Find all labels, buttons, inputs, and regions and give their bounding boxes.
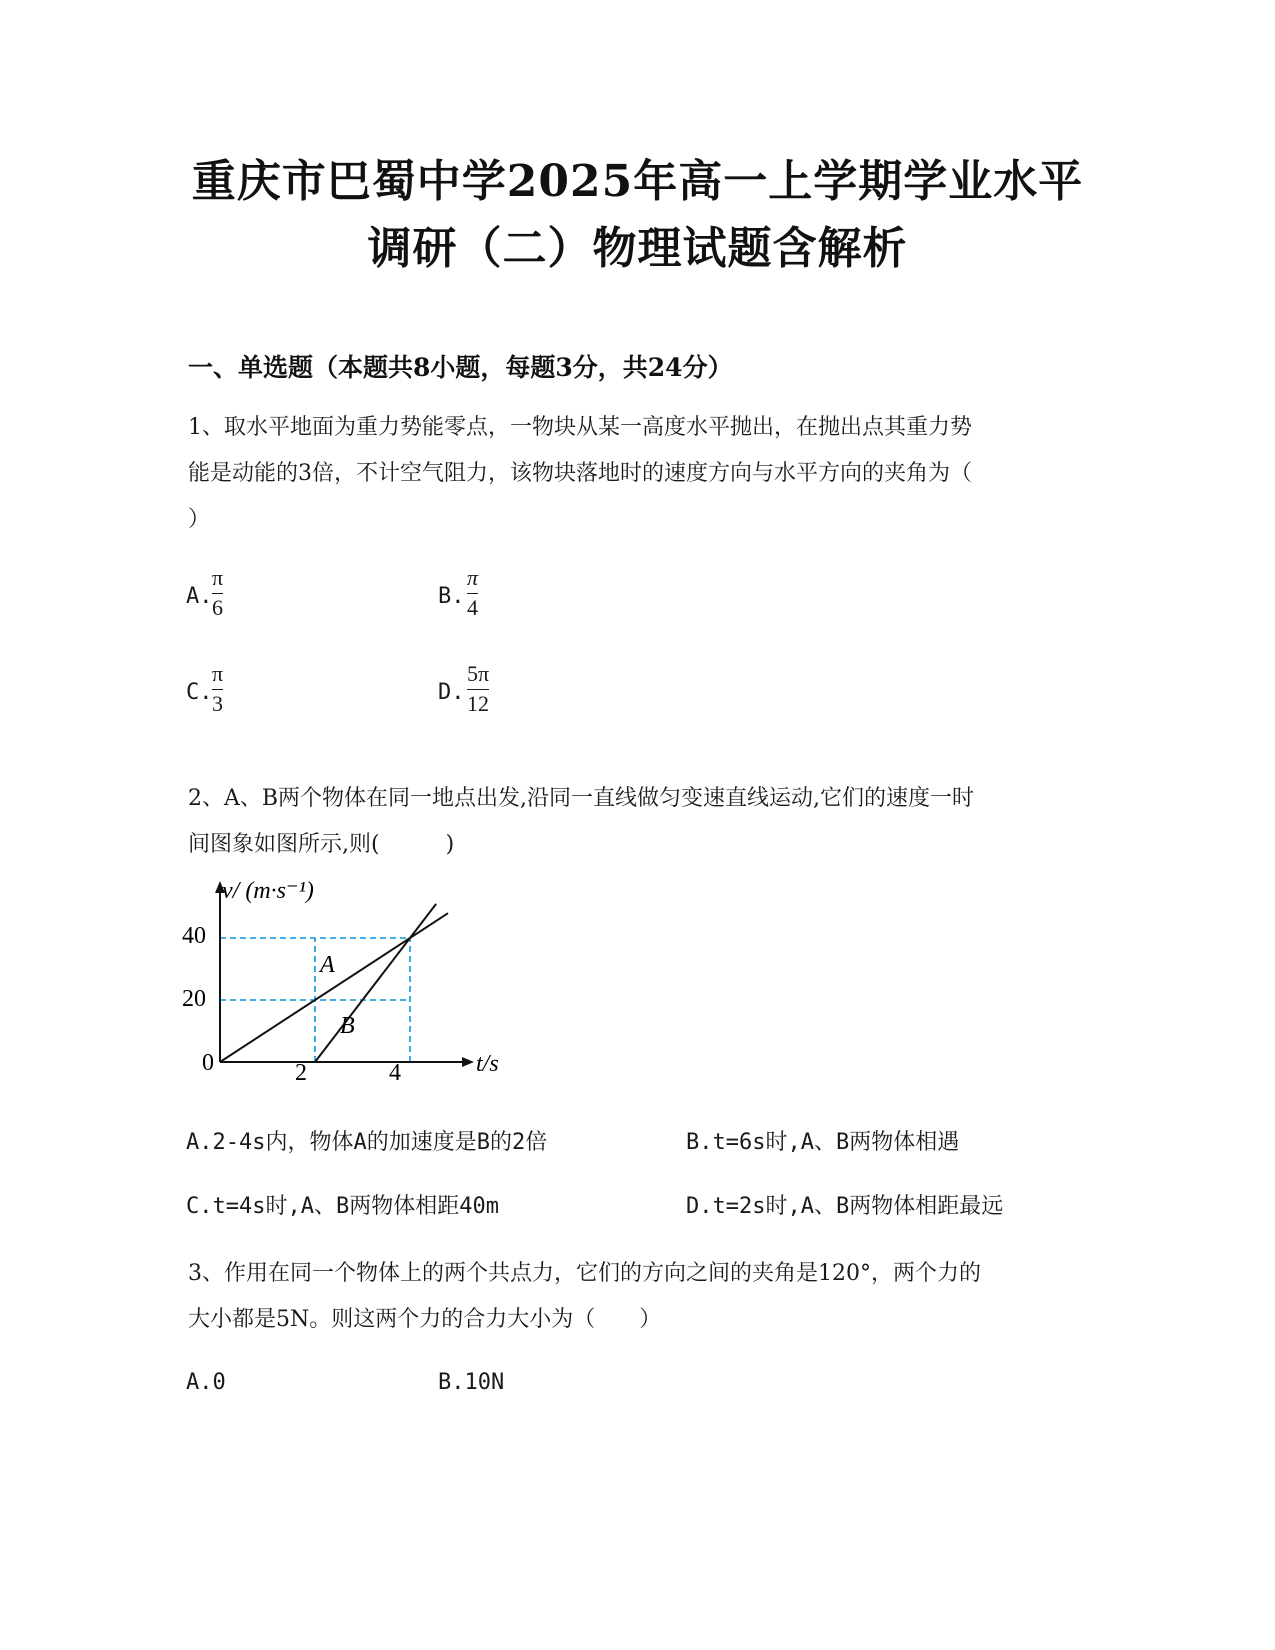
fraction-bar [467, 689, 489, 690]
q3-line2: 大小都是5N。则这两个力的合力大小为（ ） [188, 1307, 662, 1332]
q1-option-c-num: π [212, 661, 224, 686]
q1-option-d-label: D. [438, 680, 465, 705]
page-title-line1: 重庆市巴蜀中学2025年高一上学期学业水平 [191, 156, 1084, 207]
q1-option-a-label: A. [186, 584, 213, 609]
q3-option-a: A.0 [186, 1370, 226, 1395]
q1-option-a-den: 6 [212, 595, 224, 620]
q1-line2: 能是动能的3倍，不计空气阻力，该物块落地时的速度方向与水平方向的夹角为（ [188, 461, 972, 486]
q2-option-b: B.t=6s时,A、B两物体相遇 [686, 1130, 960, 1155]
page-title-line2: 调研（二）物理试题含解析 [367, 223, 908, 274]
q2-option-a: A.2-4s内，物体A的加速度是B的2倍 [186, 1130, 548, 1155]
fraction-bar [212, 593, 223, 594]
q1-option-c-label: C. [186, 680, 213, 705]
q3-line1: 3、作用在同一个物体上的两个共点力，它们的方向之间的夹角是120°，两个力的 [188, 1261, 981, 1286]
q1-option-c-den: 3 [212, 691, 224, 716]
q1-option-d-den: 12 [467, 691, 490, 716]
q1-option-b-num: π [467, 565, 479, 590]
q1-line3: ） [188, 507, 211, 532]
q2-line2: 间图象如图所示,则( ) [188, 832, 455, 857]
q3-option-b: B.10N [438, 1370, 505, 1395]
y-axis-label: v/ (m·s⁻¹) [222, 880, 314, 904]
x-tick-label-4: 4 [389, 1060, 401, 1086]
velocity-time-graph [180, 880, 520, 1130]
y-tick-label-20: 20 [182, 986, 206, 1012]
series-label-b: B [340, 1013, 355, 1039]
y-tick-label-40: 40 [182, 923, 206, 949]
fraction-bar [212, 689, 223, 690]
q1-option-b-den: 4 [467, 595, 479, 620]
q1-option-c-fraction [212, 661, 223, 717]
q1-option-d-num: 5π [467, 661, 490, 686]
q1-option-d-fraction [467, 661, 489, 717]
origin-label: 0 [202, 1050, 214, 1076]
section-heading: 一、单选题（本题共8小题，每题3分，共24分） [188, 353, 733, 382]
series-label-a: A [320, 952, 335, 978]
series-line-b [315, 904, 436, 1062]
x-tick-label-2: 2 [295, 1060, 307, 1086]
q1-option-a-num: π [212, 565, 224, 590]
q2-line1: 2、A、B两个物体在同一地点出发,沿同一直线做匀变速直线运动,它们的速度一时 [188, 786, 975, 811]
q1-option-b-fraction [467, 565, 478, 621]
q1-option-a-fraction [212, 565, 223, 621]
q1-line1: 1、取水平地面为重力势能零点，一物块从某一高度水平抛出，在抛出点其重力势 [188, 415, 972, 440]
series-line-a [220, 913, 448, 1062]
q2-option-c: C.t=4s时,A、B两物体相距40m [186, 1194, 499, 1219]
fraction-bar [467, 593, 478, 594]
q2-option-d: D.t=2s时,A、B两物体相距最远 [686, 1194, 1004, 1219]
chart-series [220, 904, 448, 1062]
x-axis-label: t/s [476, 1051, 499, 1077]
q1-option-b-label: B. [438, 584, 465, 609]
x-axis-arrow [462, 1057, 474, 1067]
